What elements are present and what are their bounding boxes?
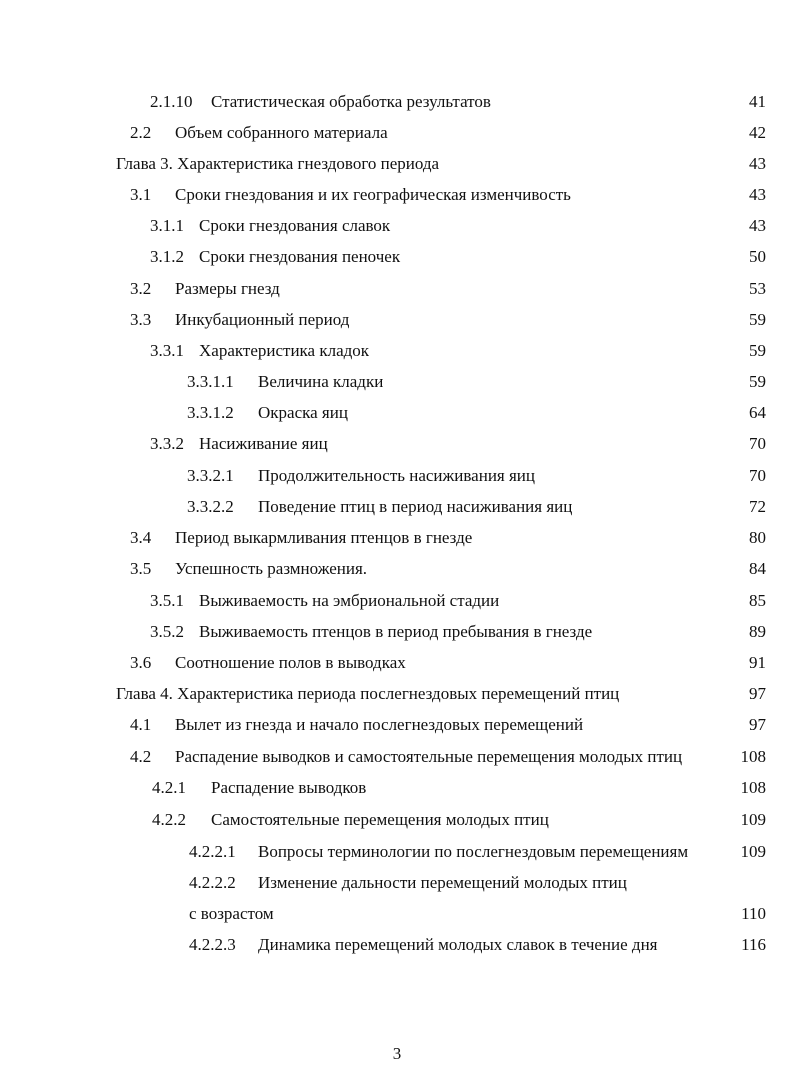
toc-entry-number: 4.1: [130, 715, 152, 734]
toc-entry-page: 89: [749, 622, 766, 641]
toc-entry-page: 110: [741, 904, 766, 923]
toc-entry-page: 72: [749, 497, 766, 516]
toc-entry-page: 109: [740, 810, 766, 829]
toc-entry: [0, 493, 794, 521]
toc-entry-number: 3.5: [130, 559, 152, 578]
toc-entry-title: Соотношение полов в выводках: [175, 653, 406, 672]
toc-entry: [0, 119, 794, 147]
toc-entry: [0, 306, 794, 334]
toc-entry-title: Объем собранного материала: [175, 123, 388, 142]
toc-entry-title: Успешность размножения.: [175, 559, 368, 578]
toc-entry-continuation: [0, 900, 794, 928]
toc-entry-page: 91: [749, 653, 766, 672]
toc-entry-page: 53: [749, 279, 766, 298]
toc-entry: [0, 275, 794, 303]
toc-entry-number: 4.2: [130, 747, 152, 766]
toc-entry-number: 3.3.2: [150, 434, 184, 453]
toc-entry-title: Продолжительность насиживания яиц: [258, 466, 536, 485]
toc-entry-page: 70: [749, 434, 766, 453]
toc-entry-title: Инкубационный период: [175, 310, 350, 329]
toc-entry: [0, 711, 794, 739]
toc-entry-title: Изменение дальности перемещений молодых птиц: [258, 873, 627, 892]
toc-entry-title: Статистическая обработка результатов: [211, 92, 491, 111]
toc-entry-page: 80: [749, 528, 766, 547]
toc-entry-number: 3.3.1: [150, 341, 184, 360]
toc-entry-page: 108: [740, 778, 766, 797]
toc-entry-title: Размеры гнезд: [175, 279, 280, 298]
toc-entry-page: 109: [740, 842, 766, 861]
toc-entry-title: Сроки гнездования славок: [199, 216, 391, 235]
toc-entry-page: 42: [749, 123, 766, 142]
toc-entry: [0, 462, 794, 490]
toc-entry-page: 59: [749, 372, 766, 391]
toc-entry-page: 116: [741, 935, 766, 954]
toc-entry-title: Динамика перемещений молодых славок в течение дня: [258, 935, 658, 954]
toc-entry: [0, 212, 794, 240]
toc-entry-number: 3.5.1: [150, 591, 184, 610]
toc-entry: [0, 88, 794, 116]
toc-entry-page: 43: [749, 154, 766, 173]
toc-entry-number: 3.3.1.1: [187, 372, 234, 391]
toc-entry-page: 59: [749, 341, 766, 360]
toc-entry-title: Распадение выводков: [211, 778, 367, 797]
toc-entry: [0, 931, 794, 959]
toc-entry-page: 43: [749, 216, 766, 235]
toc-entry-title: Поведение птиц в период насиживания яиц: [258, 497, 573, 516]
toc-entry-page: 41: [749, 92, 766, 111]
toc-entry: [0, 524, 794, 552]
toc-entry-title: Период выкармливания птенцов в гнезде: [175, 528, 473, 547]
toc-entry-page: 108: [740, 747, 766, 766]
toc-entry-page: 85: [749, 591, 766, 610]
toc-entry-title: Характеристика кладок: [199, 341, 370, 360]
toc-entry-number: 4.2.2.3: [189, 935, 236, 954]
toc-entry-page: 59: [749, 310, 766, 329]
toc-entry-number: 4.2.2: [152, 810, 186, 829]
toc-entry-title: Насиживание яиц: [199, 434, 328, 453]
toc-entry: [0, 243, 794, 271]
toc-entry: [0, 649, 794, 677]
toc-entry: [0, 774, 794, 802]
toc-entry-number: 2.2: [130, 123, 152, 142]
toc-entry: [0, 806, 794, 834]
toc-entry-number: 3.3.2.1: [187, 466, 234, 485]
toc-entry: [0, 838, 794, 866]
toc-entry-number: 2.1.10: [150, 92, 193, 111]
toc-entry-title: Величина кладки: [258, 372, 384, 391]
toc-entry: [0, 181, 794, 209]
toc-entry: [0, 555, 794, 583]
toc-entry-title: Выживаемость на эмбриональной стадии: [199, 591, 500, 610]
toc-entry-page: 97: [749, 684, 766, 703]
toc-entry-number: 3.4: [130, 528, 152, 547]
toc-entry-title: с возрастом: [189, 904, 274, 923]
toc-entry-page: 84: [749, 559, 766, 578]
toc-entry: [0, 587, 794, 615]
toc-entry-title: Распадение выводков и самостоятельные перемещения молодых птиц: [175, 747, 683, 766]
toc-entry-number: 3.5.2: [150, 622, 184, 641]
toc-entry-title: Сроки гнездования пеночек: [199, 247, 401, 266]
toc-entry-number: 3.1.2: [150, 247, 184, 266]
toc-entry-page: 43: [749, 185, 766, 204]
toc-entry-number: 4.2.2.1: [189, 842, 236, 861]
toc-entry-title: Выживаемость птенцов в период пребывания в гнезде: [199, 622, 593, 641]
toc-entry-page: 64: [749, 403, 766, 422]
toc-entry-title: Окраска яиц: [258, 403, 348, 422]
toc-entry-title: Глава 3. Характеристика гнездового периода: [116, 154, 440, 173]
toc-entry-number: 4.2.1: [152, 778, 186, 797]
toc-entry-page: 97: [749, 715, 766, 734]
toc-entry-number: 4.2.2.2: [189, 873, 236, 892]
toc-entry-title: Вопросы терминологии по послегнездовым перемещениям: [258, 842, 689, 861]
toc-entry-number: 3.1.1: [150, 216, 184, 235]
toc-entry: [0, 399, 794, 427]
toc-entry: [0, 743, 794, 771]
toc-entry-number: 3.3.2.2: [187, 497, 234, 516]
toc-entry-number: 3.3: [130, 310, 152, 329]
toc-chapter-heading: [0, 150, 794, 178]
toc-entry-number: 3.3.1.2: [187, 403, 234, 422]
toc-entry: [0, 618, 794, 646]
toc-entry-page: 70: [749, 466, 766, 485]
toc-entry-number: 3.2: [130, 279, 152, 298]
toc-entry: [0, 430, 794, 458]
toc-entry-number: 3.1: [130, 185, 152, 204]
toc-entry-title: Сроки гнездования и их географическая изменчивость: [175, 185, 571, 204]
toc-entry-title: Вылет из гнезда и начало послегнездовых перемещений: [175, 715, 584, 734]
toc-entry-title: Глава 4. Характеристика периода послегнездовых перемещений птиц: [116, 684, 620, 703]
toc-entry-number: 3.6: [130, 653, 152, 672]
toc-entry: [0, 869, 794, 897]
toc-entry: [0, 337, 794, 365]
toc-entry-page: 50: [749, 247, 766, 266]
toc-chapter-heading: [0, 680, 794, 708]
page-number: 3: [392, 1044, 402, 1063]
toc-entry: [0, 368, 794, 396]
toc-entry-title: Самостоятельные перемещения молодых птиц: [211, 810, 549, 829]
